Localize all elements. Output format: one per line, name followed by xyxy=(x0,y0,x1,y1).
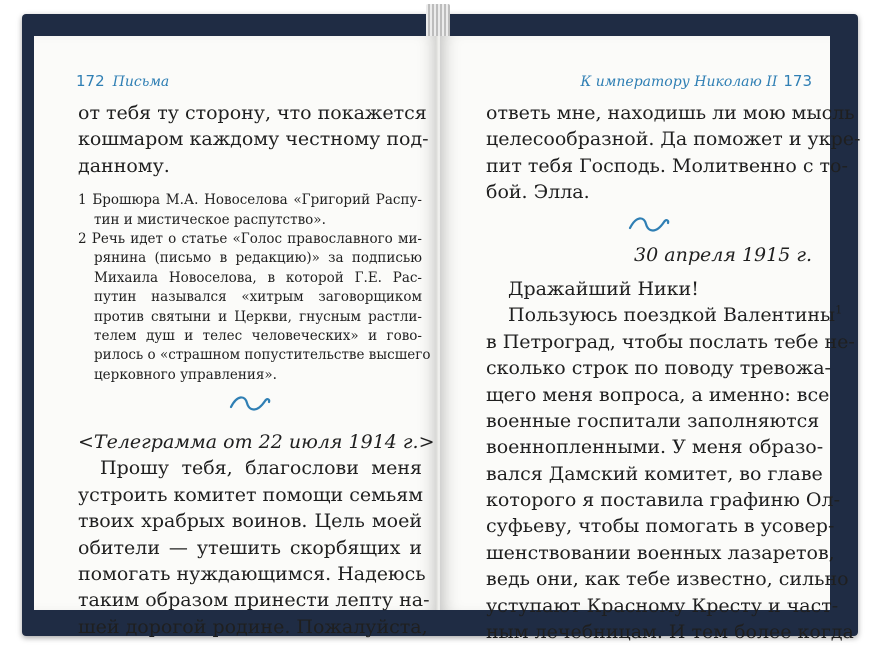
footnote-line: против святыни и Церкви, гнусным растли- xyxy=(94,308,422,325)
letter-salutation: Дражайший Ники! xyxy=(508,277,699,300)
left-page-number: 172 xyxy=(76,72,105,90)
text-line: сколько строк по поводу тревожа- xyxy=(486,357,831,380)
text-line: кошмаром каждому честному под- xyxy=(78,128,429,151)
text-line: таким образом принести лепту на- xyxy=(78,589,430,612)
text-line: шенствовании военных лазаретов, xyxy=(486,541,835,564)
text-line: твоих храбрых воинов. Цель моей xyxy=(78,510,422,533)
text-line: суфьеву, чтобы помогать в усовер- xyxy=(486,515,835,538)
right-page xyxy=(440,36,861,644)
right-text-column xyxy=(486,100,861,645)
text-line: бой. Элла. xyxy=(486,181,590,204)
text-line: ответь мне, находишь ли мою мысль xyxy=(486,102,855,124)
telegram-heading: <Телеграмма от 22 июля 1914 г.> xyxy=(78,431,435,454)
text-line: которого я поставила графиню Ол- xyxy=(486,489,840,512)
text-line: в Петроград, чтобы послать тебе не- xyxy=(486,330,855,353)
footnote-line: церковного управления». xyxy=(94,366,277,383)
swirl-ornament-icon xyxy=(486,206,812,242)
footnote-line: Михаила Новоселова, в которой Г.Е. Рас- xyxy=(94,269,422,286)
right-running-title: К императору Николаю II xyxy=(580,74,778,90)
text-line: ным лечебницам. И тем более когда xyxy=(486,621,854,644)
footnotes xyxy=(78,191,431,385)
text-line: данному. xyxy=(78,154,170,177)
footnote-line: рянина (письмо в редакцию)» за подписью xyxy=(94,250,422,267)
left-running-head xyxy=(76,72,169,90)
text-line: щего меня вопроса, а именно: все xyxy=(486,383,830,406)
footnote-line: телем душ и телес человеческих» и гово- xyxy=(94,327,422,344)
right-page-number: 173 xyxy=(783,72,812,90)
text-line xyxy=(486,302,843,328)
text-line: помогать нуждающимся. Надеюсь xyxy=(78,563,426,586)
text-line: вался Дамский комитет, во главе xyxy=(486,462,823,485)
text-line: шей дорогой родине. Пожалуйста, xyxy=(78,615,428,638)
text-line: устроить комитет помощи семьям xyxy=(78,483,424,506)
text-line: военные госпитали заполняются xyxy=(486,409,820,432)
footnote-line: рилось о «страшном попустительстве высшего xyxy=(94,347,431,364)
text-line: пит тебя Господь. Молитвенно с то- xyxy=(486,154,848,177)
text-line: целесообразной. Да поможет и укре- xyxy=(486,128,861,151)
letter-first-line: Пользуюсь поездкой Валентины xyxy=(508,304,836,327)
footnote-line: 2 Речь идет о статье «Голос православного ми- xyxy=(78,230,422,247)
right-running-head xyxy=(580,72,812,90)
text-line: Прошу тебя, благослови меня xyxy=(100,457,422,480)
left-running-title: Письма xyxy=(112,74,170,90)
footnote-line: 1 Брошюра М.А. Новоселова «Григорий Распу- xyxy=(78,192,422,209)
text-line: обители — утешить скорбящих и xyxy=(78,536,422,559)
text-line: военнопленными. У меня образо- xyxy=(486,436,824,459)
text-line: уступают Красному Кресту и част- xyxy=(486,594,839,617)
footnote-line: тин и мистическое распутство». xyxy=(94,211,326,228)
footnote-line: путин назывался «хитрым заговорщиком xyxy=(94,289,422,306)
bookmark-ribbon xyxy=(426,4,450,40)
swirl-ornament-icon xyxy=(78,385,422,429)
text-line: ведь они, как тебе известно, сильно xyxy=(486,568,849,591)
letter-date: 30 апреля 1915 г. xyxy=(634,243,812,266)
footnote-ref: 1 xyxy=(835,304,843,318)
left-text-column xyxy=(78,100,435,640)
text-line: от тебя ту сторону, что покажется xyxy=(78,102,427,124)
left-page xyxy=(34,36,438,638)
